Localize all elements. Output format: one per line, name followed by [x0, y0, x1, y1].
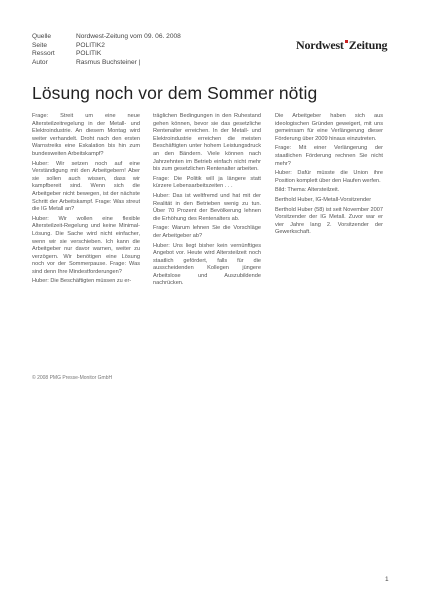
paragraph: Huber: Uns liegt bisher kein vernünftiges Angebot vor. Heute wird Altersteilzeit noch staatlich gefördert, falls für die ausscheidenden Kollegen jüngere Arbeitslose und Auszubildende nachrücken. — [153, 242, 261, 287]
newspaper-logo — [296, 38, 387, 53]
paragraph: Frage: Warum lehnen Sie die Vorschläge der Arbeitgeber ab? — [153, 225, 261, 239]
author-bio: Berthold Huber (58) ist seit November 2007 Vorsitzender der IG Metall. Zuvor war er vier Jahre lang 2. Vorsitzender der Gewerkschaft. — [275, 206, 383, 236]
meta-key: Quelle — [32, 33, 52, 40]
meta-value: POLITIK — [76, 50, 102, 58]
paragraph: Huber: Die Beschäftigten müssen zu er- — [32, 278, 132, 285]
paragraph: Huber: Das ist weltfremd und hat mit der Realität in den Betrieben wenig zu tun. Über 70 Prozent der Bevölkerung lehnen die Erhöhung des Rentenalters ab. — [153, 192, 261, 222]
paragraph: Huber: Wir wollen eine flexible Altersteilzeit-Regelung und keine Minimal-Lösung. Die Sache wird nicht einfacher, wenn wir sie verschieben. Ich kann die Arbeitgeber nur davor warnen, weiter zu verzögern. Wir benötigen eine Lösung noch vor der Sommerpause. Frage: Was sind denn Ihre Mindestforderungen? — [32, 215, 140, 275]
meta-key: Autor — [32, 58, 48, 66]
paragraph: träglichen Bedingungen in den Ruhestand gehen können, bevor sie das gesetzliche Rentenalter erreichen. In der Metall- und Elektroindustrie erreichen die meisten Beschäftigten unter hohem Leistungsdruck an den Bändern. Viele können nach Jahrzehnten im Betrieb einfach nicht mehr bis zum gesetzlichen Rentenalter arbeiten. — [153, 113, 261, 173]
logo-dot-icon — [345, 40, 348, 43]
paragraph: Huber: Dafür müsste die Union ihre Position komplett über den Haufen werfen. — [275, 170, 383, 184]
meta-row-section — [32, 50, 181, 59]
meta-row-source — [32, 33, 181, 42]
meta-row-page — [32, 42, 181, 51]
logo-text-right: Zeitung — [348, 38, 388, 52]
paragraph: Die Arbeitgeber haben sich aus ideologischen Gründen geweigert, mit uns gemeinsam für eine Verlängerung dieser Förderung über 2009 hinaus einzutreten. — [275, 113, 383, 142]
article-title: Lösung noch vor dem Sommer nötig — [32, 83, 318, 103]
paragraph: Frage: Streit um eine neue Altersteilzeitregelung in der Metall- und Elektroindustrie. An diesem Montag wird weiter verhandelt. Droht nach den ersten Warnstreiks eine Eskalation bis hin zum bundesweiten Arbeitskampf? — [32, 113, 140, 157]
meta-value: Nordwest-Zeitung vom 09. 06. 2008 — [76, 33, 181, 40]
article-metadata — [32, 33, 181, 67]
paragraph: Huber: Wir setzen noch auf eine Verständigung mit den Arbeitgebern! Aber sie sollen auch wissen, dass wir kampfbereit sind. Wenn sich die Arbeitgeber nicht bewegen, ist der nächste Schritt der Arbeitskampf. Frage: Was streut die IG Metall an? — [32, 160, 140, 213]
image-caption: Berthold Huber, IG-Metall-Vorsitzender — [275, 196, 372, 203]
copyright-notice: © 2008 PMG Presse-Monitor GmbH — [32, 375, 113, 381]
image-caption: Bild: Thema: Altersteilzeit. — [275, 187, 340, 194]
meta-key: Ressort — [32, 50, 55, 58]
logo-text-left: Nordwest — [296, 38, 344, 52]
meta-key: Seite — [32, 41, 48, 49]
paragraph: Frage: Die Politik will ja längere statt kürzere Lebensarbeitszeiten . . . — [153, 175, 261, 190]
meta-value: Rasmus Buchsteiner | — [76, 58, 141, 66]
meta-row-author — [32, 59, 181, 68]
article-column-1 — [32, 113, 140, 288]
meta-value: POLITIK2 — [76, 41, 105, 49]
article-column-3 — [275, 113, 383, 239]
article-column-2 — [153, 113, 261, 290]
page-number: 1 — [385, 576, 389, 583]
paragraph: Frage: Mit einer Verlängerung der staatlichen Förderung rechnen Sie nicht mehr? — [275, 145, 383, 167]
